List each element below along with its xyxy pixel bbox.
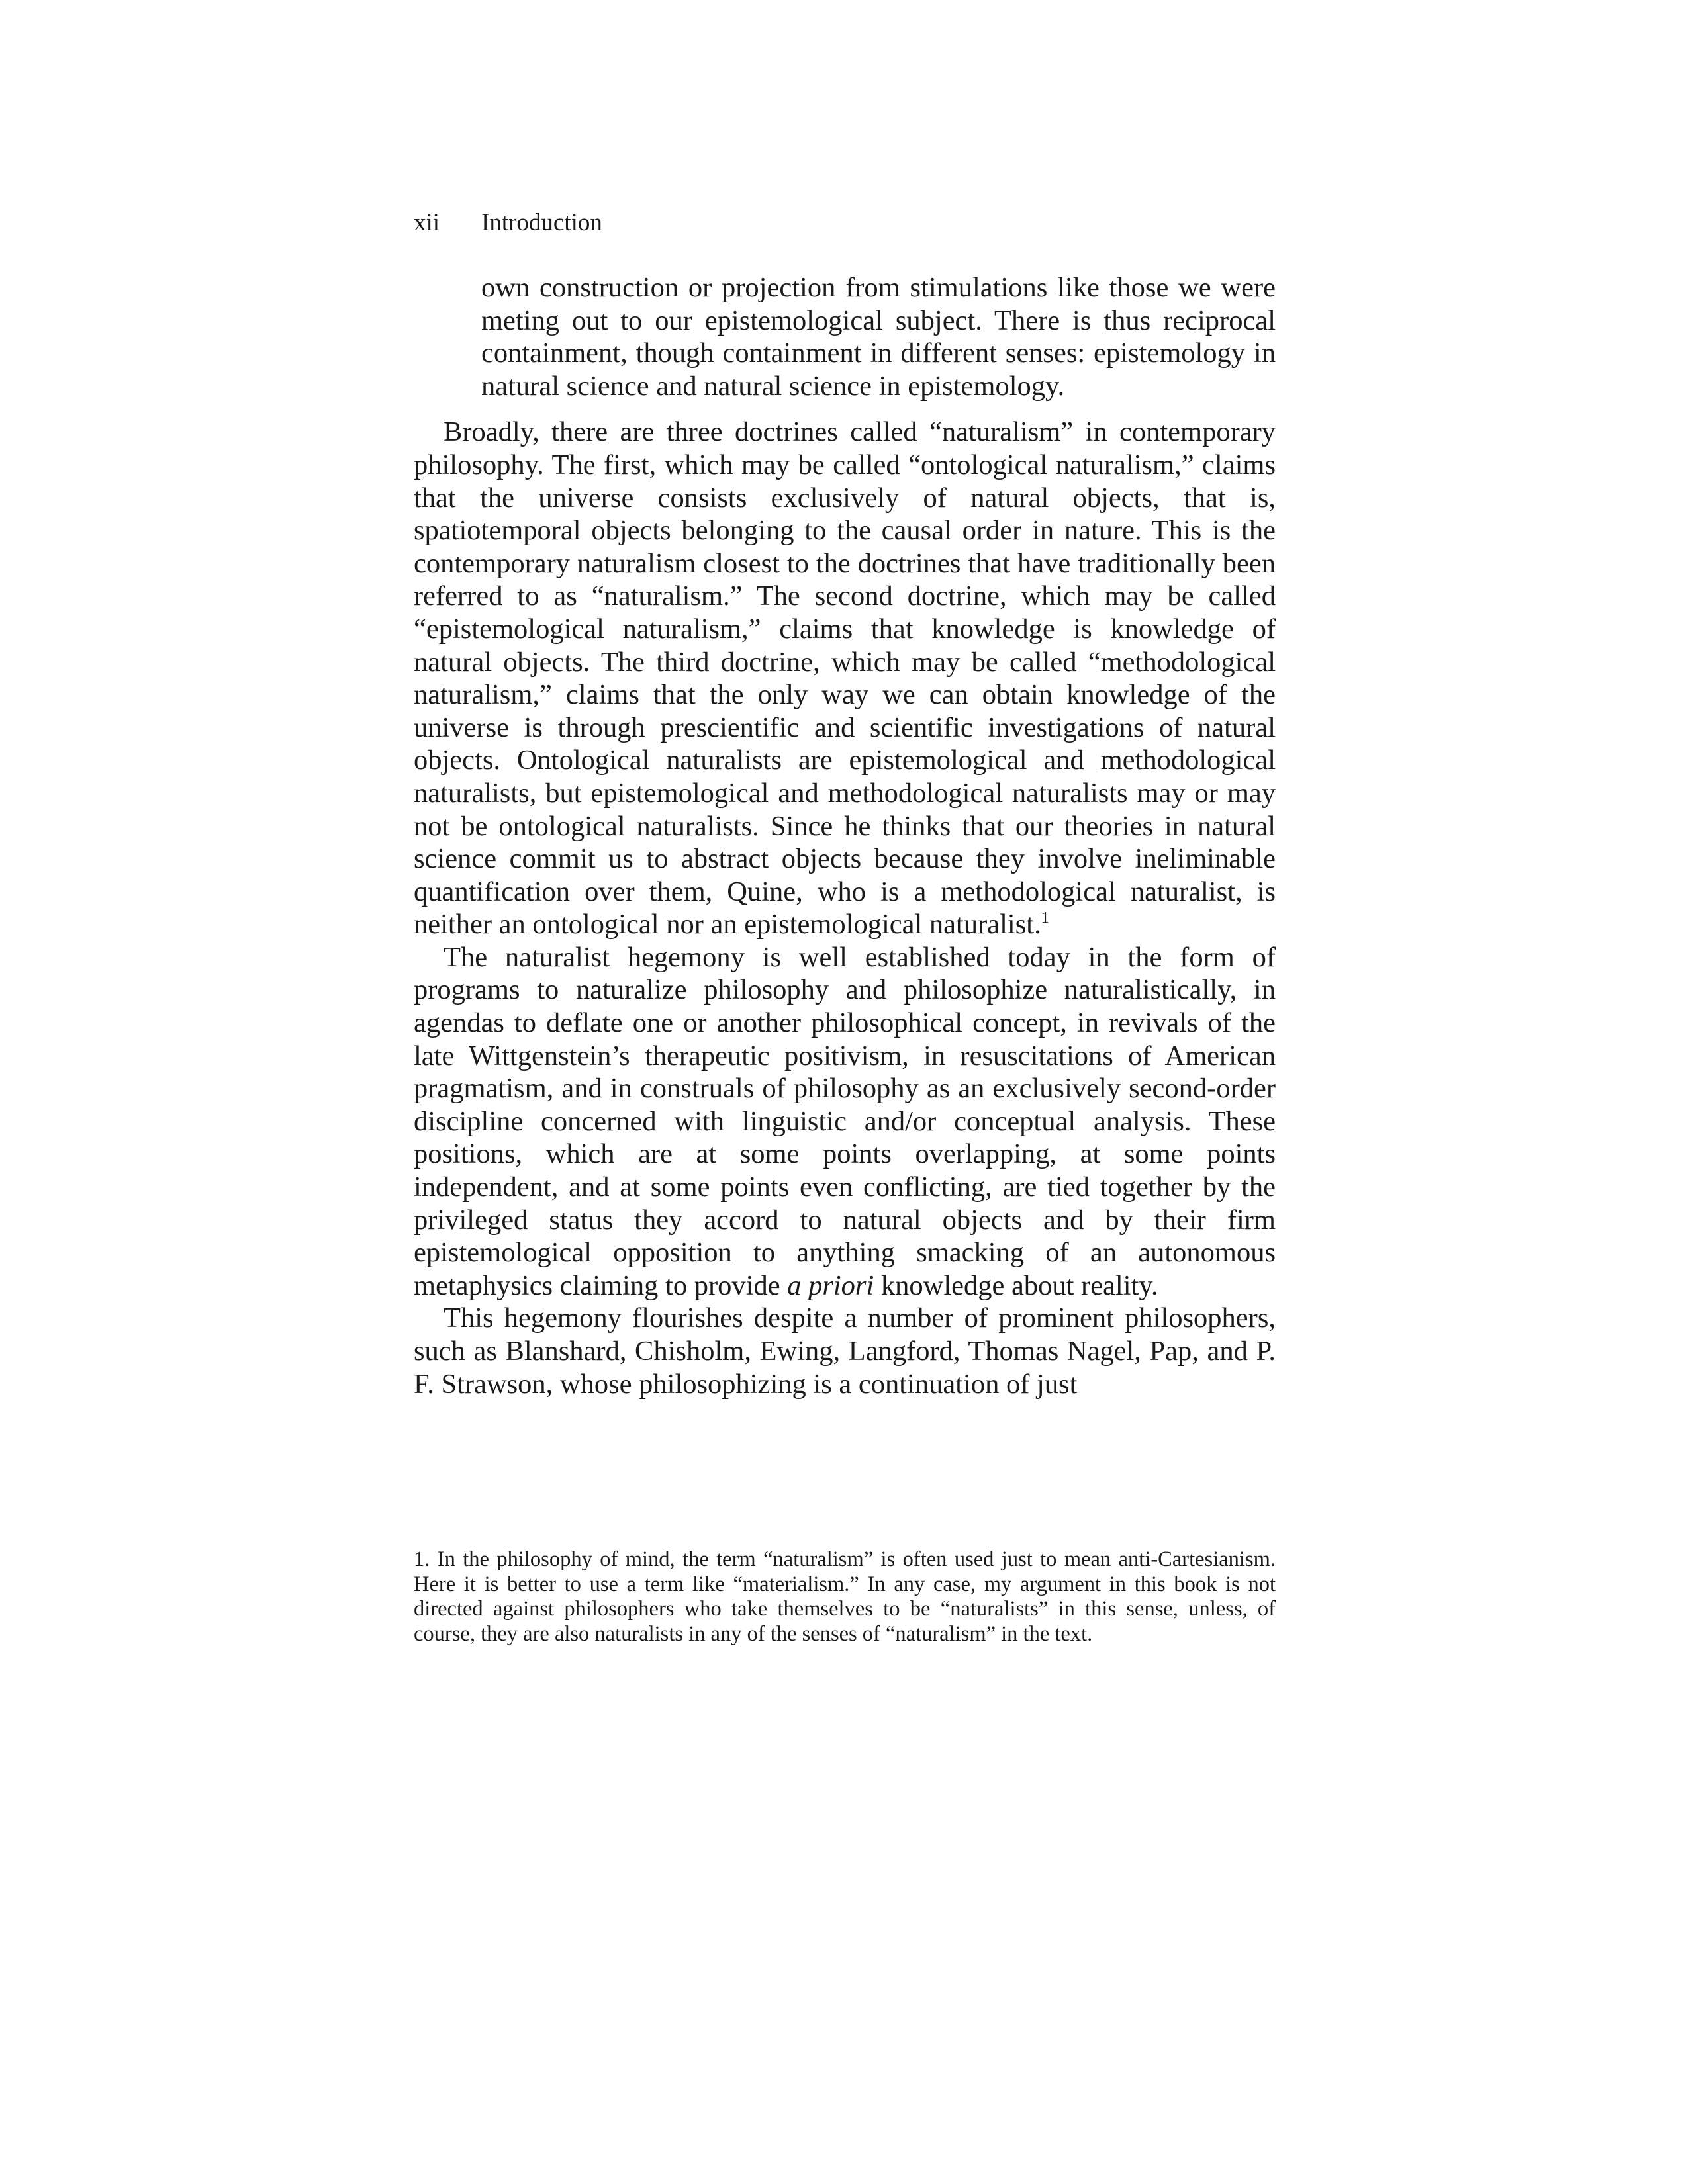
- paragraph-naturalism-doctrines: [414, 416, 1276, 941]
- footnotes: [414, 1547, 1276, 1647]
- footnote-reference[interactable]: 1: [1041, 909, 1049, 927]
- emphasis-a-priori: a priori: [787, 1269, 874, 1301]
- paragraph-text: Broadly, there are three doctrines called “naturalism” in contemporary philosophy. The first, which may be called “ontological naturalism,” claims that the universe consists exclusively of natural objects, that is, spatiotemporal objects belonging to the causal order in nature. This is the contemporary naturalism closest to the doctrines that have traditionally been referred to as “naturalism.” The second doctrine, which may be called “epistemological naturalism,” claims that knowledge is knowledge of natural objects. The third doctrine, which may be called “methodological naturalism,” claims that the only way we can obtain knowledge of the universe is through prescientific and scientific investigations of natural objects. Ontological naturalists are epistemological and methodological naturalists, but epistemological and methodological naturalists may or may not be ontological naturalists. Since he thinks that our theories in natural science commit us to abstract objects because they involve ineliminable quantification over them, Quine, who is a methodological naturalist, is neither an ontological nor an epistemological naturalist.: [414, 416, 1276, 940]
- paragraph-text: The naturalist hegemony is well established today in the form of programs to naturalize philosophy and philosophize naturalistically, in agendas to deflate one or another philosophical concept, in revivals of the late Wittgenstein’s therapeutic positivism, in resuscitations of American pragmatism, and in construals of philosophy as an exclusively second-order discipline concerned with linguistic and/or conceptual analysis. These positions, which are at some points overlapping, at some points independent, and at some points even conflicting, are tied together by the privileged status they accord to natural objects and by their firm epistemological opposition to anything smacking of an autonomous metaphysics claiming to provide: [414, 941, 1276, 1301]
- page-number: xii: [414, 209, 440, 236]
- footnote-1: [414, 1547, 1276, 1647]
- body-text: [414, 271, 1276, 1400]
- footnote-number: 1.: [414, 1547, 430, 1571]
- chapter-title: Introduction: [481, 209, 602, 236]
- block-quote: own construction or projection from stimulations like those we were meting out to our epistemological subject. There is thus reciprocal containment, though containment in different senses: epistemology in natural science and natural science in epistemology.: [481, 272, 1276, 402]
- paragraph-naturalist-hegemony: [414, 941, 1276, 1302]
- running-head: [414, 206, 602, 240]
- paragraph-hegemony-flourishes: This hegemony flourishes despite a number of prominent philosophers, such as Blanshard, Chisholm, Ewing, Langford, Thomas Nagel, Pap, and P. F. Strawson, whose philosophizing is a continuation of just: [414, 1302, 1276, 1400]
- paragraph-text-continued: knowledge about reality.: [880, 1269, 1158, 1301]
- footnote-text: In the philosophy of mind, the term “naturalism” is often used just to mean anti-Cartesianism. Here it is better to use a term like “materialism.” In any case, my argument in this book is not directed against philosophers who take themselves to be “naturalists” in this sense, unless, of course, they are also naturalists in any of the senses of “naturalism” in the text.: [414, 1547, 1276, 1646]
